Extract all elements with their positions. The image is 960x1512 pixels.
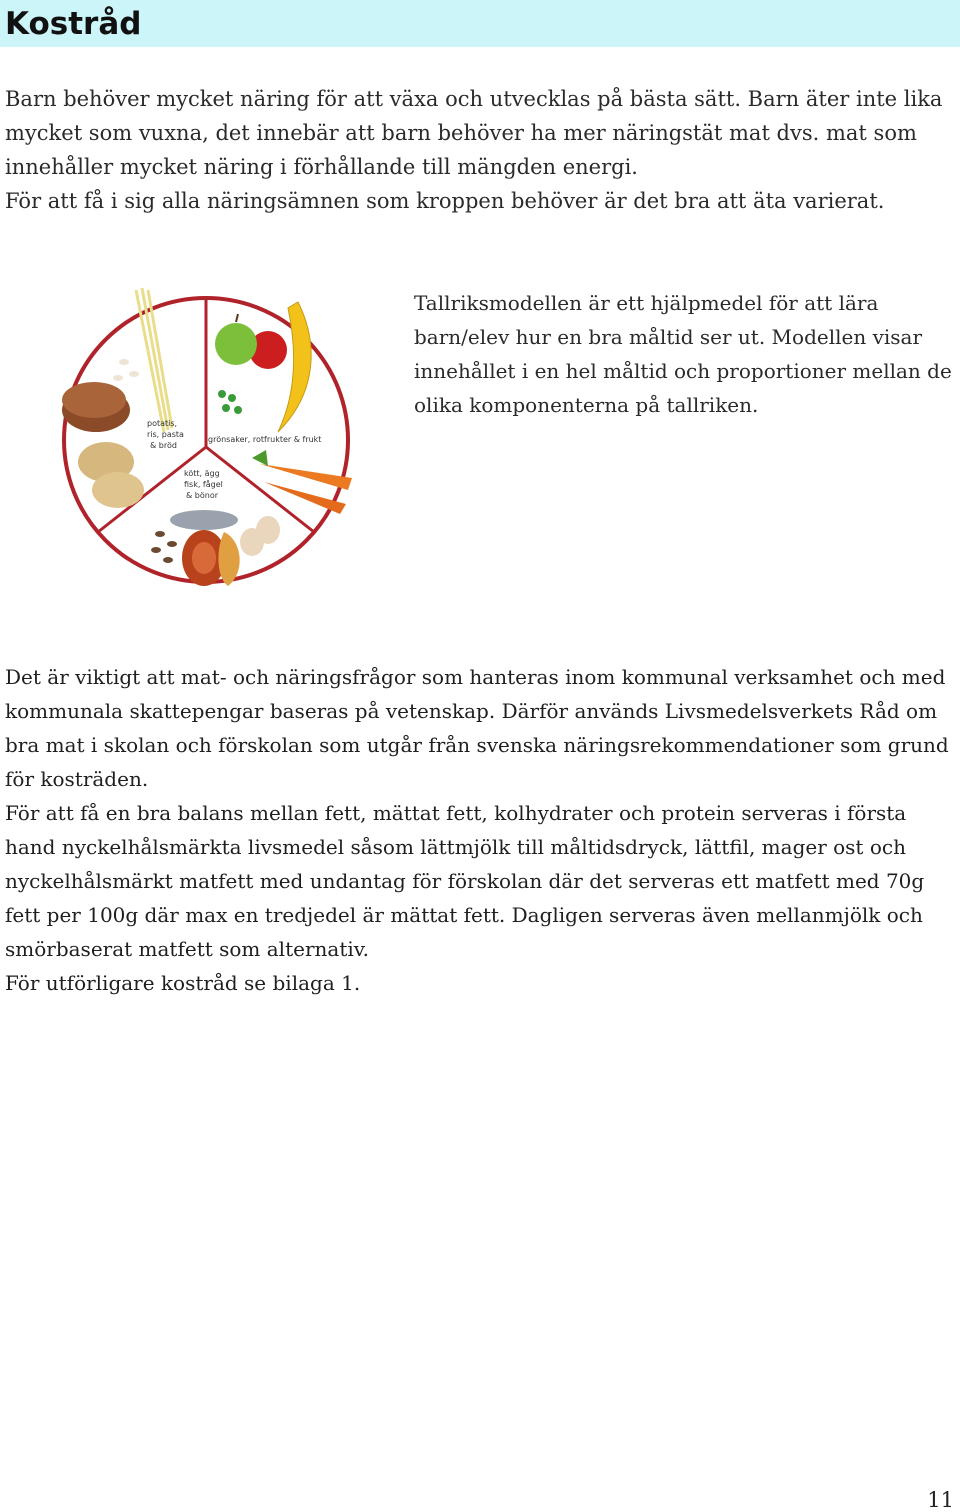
plate-model-illustration	[56, 282, 356, 598]
intro-paragraph: För att få i sig alla näringsämnen som kroppen behöver är det bra att äta varierat.	[5, 189, 885, 213]
heading-bar	[0, 0, 960, 47]
body-paragraph: För att få en bra balans mellan fett, mättat fett, kolhydrater och protein serveras i första hand nyckelhålsmärkta livsmedel såsom lättmjölk till måltidsdryck, lättfil, mager ost och nyckelhålsmärkt matfett med undantag för förskolan där det serveras ett matfett med 70g fett per 100g där max en tredjedel är mättat fett. Dagligen serveras även mellanmjölk och smörbaserat matfett som alternativ.	[5, 801, 925, 961]
starch-label: ris, pasta	[147, 430, 184, 439]
protein-label: kött, ägg	[184, 469, 220, 478]
page-number: 11	[927, 1488, 954, 1512]
fish-icon	[170, 510, 238, 530]
protein-label: & bönor	[186, 491, 219, 500]
page-heading: Kostråd	[5, 6, 142, 42]
body-paragraph: Det är viktigt att mat- och näringsfrågor som hanteras inom kommunal verksamhet och med kommunala skattepengar baseras på vetenskap. Därför används Livsmedelsverkets Råd om bra mat i skolan och förskolan som utgår från svenska näringsrekommendationer som grund för kosträden.	[5, 665, 949, 791]
bread-icon	[62, 382, 130, 432]
starch-label: & bröd	[150, 441, 177, 450]
protein-label: fisk, fågel	[184, 480, 223, 489]
body-paragraph: För utförligare kostråd se bilaga 1.	[5, 971, 361, 995]
intro-section	[5, 82, 955, 218]
body-section	[5, 660, 955, 1000]
plate-description-text: Tallriksmodellen är ett hjälpmedel för att lära barn/elev hur en bra måltid ser ut. Modellen visar innehållet i en hel måltid och proportioner mellan de olika komponenterna på tallriken.	[414, 291, 952, 417]
intro-paragraph: Barn behöver mycket näring för att växa och utvecklas på bästa sätt. Barn äter inte lika mycket som vuxna, det innebär att barn behöver ha mer näringstät mat dvs. mat som innehåller mycket näring i förhållande till mängden energi.	[5, 87, 943, 179]
veg-label: grönsaker, rotfrukter & frukt	[208, 435, 322, 444]
starch-label: potatis,	[147, 419, 178, 428]
plate-model-description	[414, 286, 954, 422]
